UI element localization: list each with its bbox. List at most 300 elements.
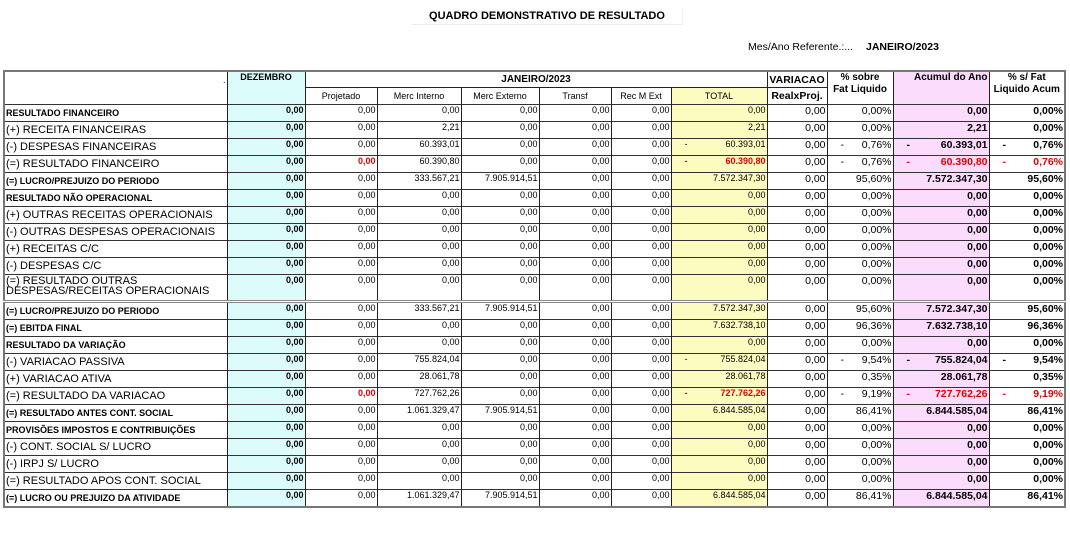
cell-rec-m-ext: 0,00 [611, 422, 671, 439]
cell-pct-fat: 0,00% [827, 105, 893, 122]
cell-projetado: 0,00 [305, 422, 377, 439]
cell-transf: 0,00 [539, 173, 611, 190]
cell-acumul [893, 139, 989, 156]
cell-merc-interno: 60.393,01 [377, 139, 461, 156]
cell-acumul [893, 388, 989, 405]
cell-variacao: 0,00 [767, 207, 827, 224]
cell-projetado: 0,00 [305, 388, 377, 405]
cell-dezembro: 0,00 [227, 302, 305, 320]
cell-pct-acum: 0,35% [989, 371, 1065, 388]
cell-pct-fat: 0,00% [827, 258, 893, 275]
cell-acumul: 6.844.585,04 [893, 490, 989, 508]
header-pct-acum: % s/ Fat Liquido Acum [989, 71, 1065, 105]
cell-acumul: 0,00 [893, 439, 989, 456]
cell-transf: 0,00 [539, 439, 611, 456]
cell-total: 0,00 [671, 241, 767, 258]
header-pct-sobre: % sobre Fat Liquido [827, 71, 893, 105]
cell-pct-acum: 95,60% [989, 173, 1065, 190]
cell-rec-m-ext: 0,00 [611, 275, 671, 302]
cell-transf: 0,00 [539, 456, 611, 473]
header-variacao: VARIACAO [767, 71, 827, 88]
cell-rec-m-ext: 0,00 [611, 490, 671, 508]
negative-sign: - [684, 139, 688, 149]
row-label [4, 275, 227, 302]
row-label-text: RESULTADO NÃO OPERACIONAL [6, 193, 153, 203]
cell-merc-interno: 0,00 [377, 275, 461, 302]
cell-variacao: 0,00 [767, 439, 827, 456]
cell-variacao: 0,00 [767, 105, 827, 122]
cell-projetado: 0,00 [305, 456, 377, 473]
cell-total: 0,00 [671, 422, 767, 439]
cell-dezembro: 0,00 [227, 473, 305, 490]
cell-merc-externo: 0,00 [461, 156, 539, 173]
row-label [4, 241, 227, 258]
cell-transf: 0,00 [539, 354, 611, 371]
cell-rec-m-ext: 0,00 [611, 302, 671, 320]
cell-transf: 0,00 [539, 302, 611, 320]
cell-acumul: 0,00 [893, 473, 989, 490]
cell-pct-fat: 95,60% [827, 302, 893, 320]
cell-variacao: 0,00 [767, 241, 827, 258]
row-label [4, 354, 227, 371]
row-label-text: (=) LUCRO OU PREJUIZO DA ATIVIDADE [6, 493, 181, 503]
cell-dezembro: 0,00 [227, 105, 305, 122]
cell-total: 7.572.347,30 [671, 173, 767, 190]
cell-acumul: 7.572.347,30 [893, 302, 989, 320]
cell-dezembro: 0,00 [227, 439, 305, 456]
cell-acumul: 6.844.585,04 [893, 405, 989, 422]
cell-rec-m-ext: 0,00 [611, 337, 671, 354]
cell-pct-acum: 0,00% [989, 105, 1065, 122]
header-blank-2 [4, 88, 227, 105]
cell-pct-acum: 0,00% [989, 456, 1065, 473]
cell-variacao: 0,00 [767, 275, 827, 302]
cell-total: 0,00 [671, 105, 767, 122]
row-label-text: (=) LUCRO/PREJUIZO DO PERIODO [6, 176, 160, 186]
cell-variacao: 0,00 [767, 422, 827, 439]
cell-transf: 0,00 [539, 320, 611, 337]
cell-pct-fat: 0,00% [827, 422, 893, 439]
row-label-text: (+) VARIACAO ATIVA [6, 373, 112, 385]
table-row [4, 320, 1065, 337]
cell-projetado: 0,00 [305, 224, 377, 241]
table-row [4, 122, 1065, 139]
row-label [4, 122, 227, 139]
cell-pct-fat: 0,00% [827, 275, 893, 302]
cell-variacao: 0,00 [767, 156, 827, 173]
cell-rec-m-ext: 0,00 [611, 371, 671, 388]
row-label-text: (=) RESULTADO OUTRAS [6, 275, 138, 287]
cell-rec-m-ext: 0,00 [611, 456, 671, 473]
cell-pct-acum: 0,00% [989, 422, 1065, 439]
cell-rec-m-ext: 0,00 [611, 156, 671, 173]
cell-transf: 0,00 [539, 275, 611, 302]
cell-merc-externo: 0,00 [461, 105, 539, 122]
cell-pct-acum: 0,00% [989, 337, 1065, 354]
cell-merc-externo: 0,00 [461, 207, 539, 224]
cell-projetado: 0,00 [305, 371, 377, 388]
negative-sign: - [906, 354, 911, 366]
row-label [4, 422, 227, 439]
cell-variacao: 0,00 [767, 122, 827, 139]
cell-projetado: 0,00 [305, 320, 377, 337]
table-row [4, 490, 1065, 508]
cell-merc-interno: 1.061.329,47 [377, 405, 461, 422]
header-dezembro: DEZEMBRO [227, 71, 305, 105]
cell-pct-acum: 0,00% [989, 224, 1065, 241]
cell-pct-acum: 86,41% [989, 405, 1065, 422]
cell-dezembro: 0,00 [227, 139, 305, 156]
cell-projetado: 0,00 [305, 473, 377, 490]
row-label [4, 473, 227, 490]
cell-rec-m-ext: 0,00 [611, 241, 671, 258]
cell-acumul: 28.061,78 [893, 371, 989, 388]
cell-acumul: 0,00 [893, 422, 989, 439]
table-row [4, 156, 1065, 173]
table-row [4, 241, 1065, 258]
row-label-text: (+) RECEITAS C/C [6, 243, 100, 255]
cell-merc-externo: 0,00 [461, 456, 539, 473]
cell-projetado: 0,00 [305, 275, 377, 302]
cell-acumul-value: 60.393,01 [940, 139, 988, 151]
cell-projetado: 0,00 [305, 241, 377, 258]
cell-pct-acum: 0,00% [989, 275, 1065, 302]
table-row [4, 302, 1065, 320]
row-label-text: (-) DESPESAS C/C [6, 260, 102, 272]
row-label [4, 405, 227, 422]
cell-variacao: 0,00 [767, 405, 827, 422]
cell-merc-interno: 0,00 [377, 456, 461, 473]
cell-dezembro: 0,00 [227, 258, 305, 275]
cell-merc-interno: 0,00 [377, 258, 461, 275]
row-label-text: RESULTADO DA VARIAÇÃO [6, 340, 126, 350]
cell-projetado: 0,00 [305, 207, 377, 224]
cell-rec-m-ext: 0,00 [611, 439, 671, 456]
row-label [4, 456, 227, 473]
cell-merc-externo: 0,00 [461, 320, 539, 337]
row-label [4, 258, 227, 275]
cell-dezembro: 0,00 [227, 456, 305, 473]
row-label [4, 490, 227, 508]
cell-pct-acum: 0,00% [989, 190, 1065, 207]
header-merc-interno: Merc Interno [377, 88, 461, 105]
cell-acumul: 0,00 [893, 258, 989, 275]
cell-total: 0,00 [671, 439, 767, 456]
cell-rec-m-ext: 0,00 [611, 139, 671, 156]
table-row [4, 354, 1065, 371]
cell-acumul: 0,00 [893, 275, 989, 302]
row-label-text: PROVISÕES IMPOSTOS E CONTRIBUIÇÕES [6, 425, 196, 435]
cell-merc-interno: 60.390,80 [377, 156, 461, 173]
cell-pct-fat-value: 0,76% [861, 139, 892, 151]
cell-merc-externo: 0,00 [461, 190, 539, 207]
cell-merc-externo: 0,00 [461, 439, 539, 456]
cell-variacao: 0,00 [767, 490, 827, 508]
header-rec-m-ext: Rec M Ext [611, 88, 671, 105]
cell-merc-interno: 0,00 [377, 224, 461, 241]
cell-dezembro: 0,00 [227, 122, 305, 139]
cell-dezembro: 0,00 [227, 388, 305, 405]
result-table [3, 70, 1066, 508]
cell-merc-externo: 0,00 [461, 371, 539, 388]
row-label-text: (-) VARIACAO PASSIVA [6, 356, 125, 368]
table-row [4, 439, 1065, 456]
cell-rec-m-ext: 0,00 [611, 258, 671, 275]
negative-sign: - [906, 388, 911, 400]
cell-rec-m-ext: 0,00 [611, 190, 671, 207]
cell-merc-externo: 0,00 [461, 224, 539, 241]
reference-period [748, 41, 939, 53]
negative-sign: - [1002, 156, 1007, 168]
row-label [4, 156, 227, 173]
cell-projetado: 0,00 [305, 258, 377, 275]
cell-total: 6.844.585,04 [671, 405, 767, 422]
cell-total-value: 755.824,04 [720, 354, 766, 364]
cell-total: 6.844.585,04 [671, 490, 767, 508]
cell-dezembro: 0,00 [227, 320, 305, 337]
cell-dezembro: 0,00 [227, 190, 305, 207]
cell-projetado: 0,00 [305, 105, 377, 122]
cell-total [671, 139, 767, 156]
cell-projetado: 0,00 [305, 439, 377, 456]
cell-merc-interno: 755.824,04 [377, 354, 461, 371]
row-label [4, 320, 227, 337]
cell-rec-m-ext: 0,00 [611, 224, 671, 241]
cell-projetado: 0,00 [305, 139, 377, 156]
row-label-text: (=) LUCRO/PREJUIZO DO PERIODO [6, 306, 160, 316]
row-label [4, 207, 227, 224]
cell-merc-interno: 1.061.329,47 [377, 490, 461, 508]
cell-merc-externo: 0,00 [461, 337, 539, 354]
cell-acumul [893, 156, 989, 173]
cell-transf: 0,00 [539, 139, 611, 156]
report-title: QUADRO DEMONSTRATIVO DE RESULTADO [412, 9, 683, 25]
cell-projetado: 0,00 [305, 190, 377, 207]
row-label-text: (=) RESULTADO ANTES CONT. SOCIAL [6, 408, 174, 418]
cell-projetado: 0,00 [305, 354, 377, 371]
row-label [4, 105, 227, 122]
row-label [4, 190, 227, 207]
row-label-text: (-) IRPJ S/ LUCRO [6, 458, 99, 470]
header-total: TOTAL [671, 88, 767, 105]
cell-merc-interno: 333.567,21 [377, 302, 461, 320]
cell-pct-fat: 0,35% [827, 371, 893, 388]
cell-merc-interno: 0,00 [377, 439, 461, 456]
cell-transf: 0,00 [539, 490, 611, 508]
cell-pct-acum: 0,00% [989, 258, 1065, 275]
cell-acumul: 7.572.347,30 [893, 173, 989, 190]
row-label [4, 337, 227, 354]
row-label [4, 371, 227, 388]
cell-merc-externo: 0,00 [461, 275, 539, 302]
cell-total-value: 60.393,01 [725, 139, 766, 149]
cell-transf: 0,00 [539, 122, 611, 139]
header-acumul: Acumul do Ano [893, 71, 989, 105]
cell-rec-m-ext: 0,00 [611, 388, 671, 405]
cell-pct-fat [827, 156, 893, 173]
cell-rec-m-ext: 0,00 [611, 173, 671, 190]
cell-transf: 0,00 [539, 388, 611, 405]
negative-sign: - [684, 388, 688, 398]
row-label [4, 302, 227, 320]
table-row [4, 388, 1065, 405]
cell-merc-externo: 0,00 [461, 139, 539, 156]
cell-merc-interno: 0,00 [377, 207, 461, 224]
cell-merc-externo: 7.905.914,51 [461, 490, 539, 508]
cell-pct-fat: 0,00% [827, 241, 893, 258]
cell-pct-acum [989, 388, 1065, 405]
cell-acumul: 7.632.738,10 [893, 320, 989, 337]
cell-variacao: 0,00 [767, 302, 827, 320]
table-row [4, 371, 1065, 388]
row-label-text: (=) EBITDA FINAL [6, 323, 82, 333]
cell-pct-acum: 86,41% [989, 490, 1065, 508]
cell-pct-acum: 0,00% [989, 439, 1065, 456]
row-label-text: (+) RECEITA FINANCEIRAS [6, 124, 147, 136]
cell-acumul: 0,00 [893, 224, 989, 241]
cell-merc-externo: 0,00 [461, 422, 539, 439]
cell-pct-acum: 0,00% [989, 122, 1065, 139]
cell-transf: 0,00 [539, 156, 611, 173]
cell-pct-acum [989, 139, 1065, 156]
cell-dezembro: 0,00 [227, 371, 305, 388]
row-label [4, 173, 227, 190]
cell-rec-m-ext: 0,00 [611, 473, 671, 490]
cell-merc-interno: 0,00 [377, 241, 461, 258]
table-row [4, 258, 1065, 275]
cell-pct-fat: 0,00% [827, 207, 893, 224]
cell-total [671, 354, 767, 371]
cell-merc-interno: 2,21 [377, 122, 461, 139]
cell-acumul-value: 755.824,04 [934, 354, 988, 366]
cell-variacao: 0,00 [767, 139, 827, 156]
cell-acumul: 0,00 [893, 190, 989, 207]
cell-projetado: 0,00 [305, 173, 377, 190]
cell-transf: 0,00 [539, 105, 611, 122]
cell-acumul: 2,21 [893, 122, 989, 139]
cell-pct-acum: 96,36% [989, 320, 1065, 337]
cell-acumul [893, 354, 989, 371]
cell-merc-interno: 0,00 [377, 320, 461, 337]
cell-merc-externo: 7.905.914,51 [461, 173, 539, 190]
cell-total [671, 388, 767, 405]
cell-dezembro: 0,00 [227, 156, 305, 173]
row-label-text: (=) RESULTADO DA VARIACAO [6, 390, 166, 402]
header-blank: . [4, 71, 227, 88]
cell-total: 0,00 [671, 275, 767, 302]
table-row [4, 139, 1065, 156]
table-row [4, 337, 1065, 354]
cell-pct-fat: 86,41% [827, 490, 893, 508]
cell-pct-acum: 0,00% [989, 473, 1065, 490]
cell-total: 0,00 [671, 190, 767, 207]
cell-transf: 0,00 [539, 405, 611, 422]
cell-transf: 0,00 [539, 190, 611, 207]
cell-dezembro: 0,00 [227, 173, 305, 190]
cell-projetado: 0,00 [305, 156, 377, 173]
cell-total [671, 156, 767, 173]
cell-pct-acum-value: 9,54% [1033, 354, 1064, 366]
cell-pct-acum-value: 0,76% [1033, 139, 1064, 151]
header-projetado: Projetado [305, 88, 377, 105]
cell-rec-m-ext: 0,00 [611, 354, 671, 371]
cell-transf: 0,00 [539, 422, 611, 439]
cell-pct-fat: 95,60% [827, 173, 893, 190]
cell-dezembro: 0,00 [227, 405, 305, 422]
row-label-text: (+) OUTRAS RECEITAS OPERACIONAIS [6, 209, 213, 221]
table-row [4, 405, 1065, 422]
table-row [4, 473, 1065, 490]
row-label-text: RESULTADO FINANCEIRO [6, 108, 120, 118]
cell-merc-interno: 28.061,78 [377, 371, 461, 388]
cell-pct-fat: 0,00% [827, 190, 893, 207]
cell-variacao: 0,00 [767, 371, 827, 388]
cell-dezembro: 0,00 [227, 241, 305, 258]
cell-variacao: 0,00 [767, 320, 827, 337]
cell-merc-externo: 0,00 [461, 354, 539, 371]
cell-acumul: 0,00 [893, 337, 989, 354]
negative-sign: - [684, 354, 688, 364]
cell-transf: 0,00 [539, 371, 611, 388]
cell-pct-fat: 0,00% [827, 473, 893, 490]
cell-pct-fat-value: 9,54% [861, 354, 892, 366]
table-row [4, 275, 1065, 302]
cell-pct-acum-value: 0,76% [1033, 156, 1064, 168]
cell-total: 0,00 [671, 258, 767, 275]
cell-pct-fat: 0,00% [827, 439, 893, 456]
cell-rec-m-ext: 0,00 [611, 105, 671, 122]
cell-dezembro: 0,00 [227, 224, 305, 241]
row-label-text-2: DESPESAS/RECEITAS OPERACIONAIS [6, 285, 210, 297]
cell-total: 0,00 [671, 224, 767, 241]
cell-acumul-value: 727.762,26 [934, 388, 988, 400]
cell-pct-fat: 0,00% [827, 337, 893, 354]
cell-merc-externo: 0,00 [461, 388, 539, 405]
negative-sign: - [840, 388, 845, 400]
cell-projetado: 0,00 [305, 405, 377, 422]
negative-sign: - [840, 156, 845, 168]
negative-sign: - [1002, 354, 1007, 366]
table-row [4, 422, 1065, 439]
cell-merc-interno: 0,00 [377, 473, 461, 490]
cell-total: 0,00 [671, 337, 767, 354]
table-row [4, 190, 1065, 207]
negative-sign: - [840, 139, 845, 151]
cell-acumul: 0,00 [893, 105, 989, 122]
header-merc-externo: Merc Externo [461, 88, 539, 105]
cell-transf: 0,00 [539, 337, 611, 354]
negative-sign: - [1002, 388, 1007, 400]
reference-label: Mes/Ano Referente.:... [748, 41, 854, 53]
cell-variacao: 0,00 [767, 258, 827, 275]
negative-sign: - [906, 139, 911, 151]
cell-acumul: 0,00 [893, 207, 989, 224]
cell-total-value: 727.762,26 [720, 388, 766, 398]
cell-pct-acum [989, 156, 1065, 173]
cell-merc-externo: 7.905.914,51 [461, 302, 539, 320]
row-label [4, 439, 227, 456]
cell-variacao: 0,00 [767, 388, 827, 405]
table-row [4, 105, 1065, 122]
cell-acumul: 0,00 [893, 241, 989, 258]
cell-pct-fat: 0,00% [827, 122, 893, 139]
cell-merc-interno: 333.567,21 [377, 173, 461, 190]
cell-pct-fat-value: 9,19% [861, 388, 892, 400]
cell-pct-fat: 96,36% [827, 320, 893, 337]
row-label-text: (-) DESPESAS FINANCEIRAS [6, 141, 157, 153]
table-body [4, 105, 1065, 508]
cell-total: 28.061,78 [671, 371, 767, 388]
